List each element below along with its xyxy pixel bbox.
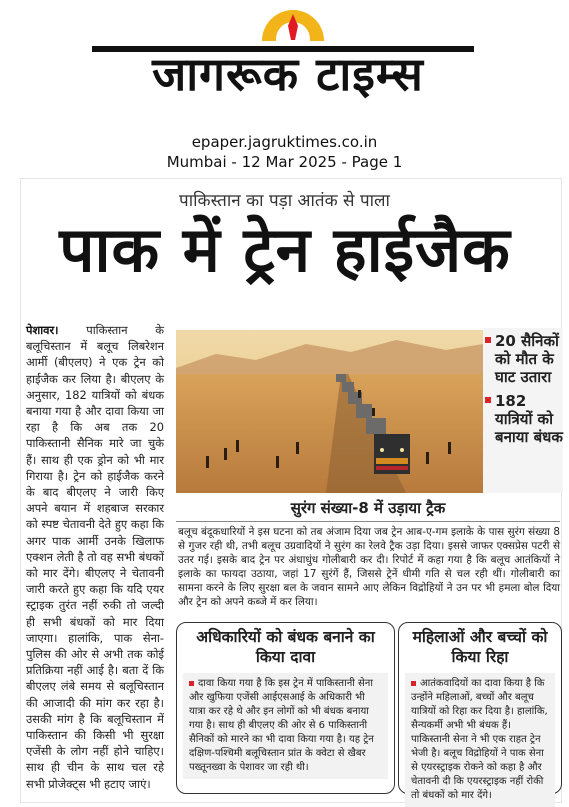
edition-line: Mumbai - 12 Mar 2025 - Page 1: [166, 153, 403, 171]
box-text: आतंकवादियों का दावा किया है कि उन्होंने महिलाओं, बच्चों और बलूच यात्रियों को रिहा कर दिया है। हालांकि, सैन्यकर्मी अभी भी बंधक हैं। पाकिस्तानी सेना ने भी एक राहत ट्रेन भेजी है। बलूच विद्रोहियों ने पाक सेना से एयरस्ट्राइक रोकने को कहा है और चेतावनी दी कि एयरस्ट्राइक नहीं रोकी तो बंधकों को मार देंगे।: [405, 673, 555, 807]
desert-train-image: [176, 330, 483, 493]
box-title: अधिकारियों को बंधक बनाने का किया दावा: [196, 628, 375, 666]
kicker: पाकिस्तान का पड़ा आतंक से पाला: [179, 191, 390, 211]
info-box-release: [398, 622, 562, 801]
masthead: [0, 0, 569, 120]
highlights-panel: [483, 328, 563, 493]
train-photo: [176, 330, 483, 493]
body-paragraph: बलूच बंदूकधारियों ने इस घटना को तब अंजाम दिया जब ट्रेन आब-ए-गम इलाके के पास सुरंग संख्या 8 से गुजर रही थी, तभी बलूच उग्रवादियों ने सुरंग का रेलवे ट्रैक उड़ा दिया। इससे जाफर एक्सप्रेस पटरी से उतर गई। इसके बाद ट्रेन पर अंधाधुंध गोलीबारी कर दी। रिपोर्ट में कहा गया है कि बलूच आतंकियों ने इलाके का फायदा उठाया, जहां 17 सुरंगें हैं, जिससे ट्रेनें धीमी गति से चल रही थीं। गोलीबारी का सामना करने के लिए सुरक्षा बल के जवान सामने आए लेकिन विद्रोहियों ने उन पर भी हमला बोल दिया और ट्रेन को अपने कब्जे में कर लिया।: [178, 526, 560, 608]
info-box-officials: [176, 622, 395, 794]
highlight-item: 20 सैनिकों को मौत के घाट उतारा: [483, 332, 563, 386]
lead-text: पाकिस्तान के बलूचिस्तान में बलूच लिबरेशन आर्मी (बीएलए) ने एक ट्रेन को हाईजैक कर लिया है। बीएलए के अनुसार, 182 यात्रियों को बंधक बनाया गया है और दावा किया जा रहा है कि अब तक 20 पाकिस्तानी सैनिक मारे जा चुके हैं। साथ ही एक ड्रोन को भी मार गिराया है। ट्रेन को हाईजैक करने के बाद बीएलए ने जारी किए अपने बयान में शहबाज सरकार को स्पष्ट चेतावनी देते हुए कहा कि अगर पाक आर्मी उनके खिलाफ एक्शन लेती है तो वह सभी बंधकों को मार देंगे। बीएलए ने चेतावनी जारी करते हुए कहा कि यदि एयर स्ट्राइक तुरंत नहीं रुकी तो जल्दी ही सभी बंधकों को मार दिया जाएगा। हालांकि, पाक सेना-पुलिस की ओर से अभी तक कोई प्रतिक्रिया नहीं आई है। बता दें कि बीएलए लंबे समय से बलूचिस्तान की आजादी की मांग कर रहा है। उसकी मांग है कि बलूचिस्तान में पाकिस्तान की किसी भी सुरक्षा एजेंसी के लोग नहीं होने चाहिए। साथ ही चीन के साथ चल रहे सभी प्रोजेक्ट्स भी हटाए जाएं।: [26, 323, 165, 791]
newspaper-logo: जागरूक टाइम्स: [152, 47, 424, 101]
box-text: दावा किया गया है कि इस ट्रेन में पाकिस्तानी सेना और खुफिया एजेंसी आईएसआई के अधिकारी भी यात्रा कर रहे थे और इन लोगों को भी बंधक बनाया गया है। साथ ही बीएलए की ओर से 6 पाकिस्तानी सैनिकों को मारने का भी दावा किया गया है। यह ट्रेन दक्षिण-पश्चिमी बलूचिस्तान प्रांत के क्वेटा से खैबर पख्तूनख्वा के पेशावर जा रही थी।: [183, 673, 388, 779]
lead-column: [26, 322, 164, 792]
source-url[interactable]: epaper.jagruktimes.co.in: [191, 133, 378, 151]
dateline: पेशावर।: [26, 323, 59, 337]
highlight-item: 182 यात्रियों को बनाया बंधक: [483, 392, 563, 446]
subheadline: सुरंग संख्या-8 में उड़ाया ट्रैक: [176, 497, 560, 522]
headline: पाक में ट्रेन हाईजैक: [59, 213, 511, 286]
box-title: महिलाओं और बच्चों को किया रिहा: [412, 628, 548, 666]
source-info: [0, 132, 569, 172]
